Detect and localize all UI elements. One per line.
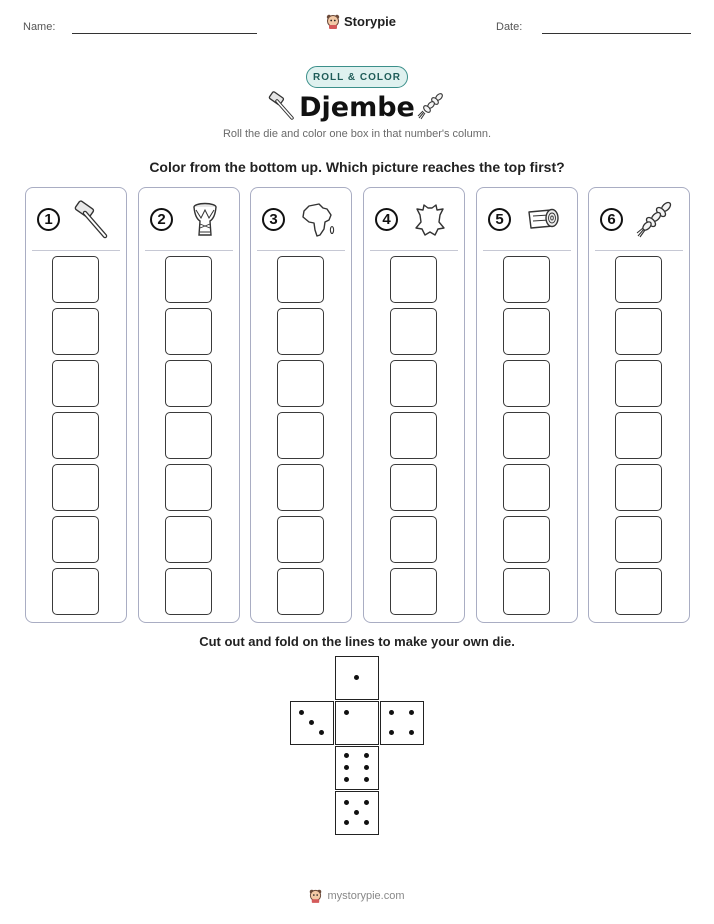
column-divider: [145, 250, 233, 251]
color-box[interactable]: [503, 568, 550, 615]
color-box[interactable]: [52, 568, 99, 615]
color-box[interactable]: [615, 360, 662, 407]
die-pip: [364, 765, 369, 770]
column-number: 6: [600, 208, 623, 231]
color-box[interactable]: [503, 256, 550, 303]
color-box[interactable]: [165, 568, 212, 615]
die-pip: [299, 710, 304, 715]
die-face-one: [335, 656, 379, 700]
color-box[interactable]: [165, 516, 212, 563]
column-number: 5: [488, 208, 511, 231]
die-pip: [364, 820, 369, 825]
column-divider: [595, 250, 683, 251]
column-number: 1: [37, 208, 60, 231]
color-box[interactable]: [390, 308, 437, 355]
die-pip: [344, 777, 349, 782]
date-line[interactable]: [542, 33, 691, 34]
die-pip: [344, 820, 349, 825]
column-divider: [483, 250, 571, 251]
color-box[interactable]: [390, 360, 437, 407]
color-box[interactable]: [277, 412, 324, 459]
animal-hide-icon: [408, 198, 452, 242]
die-pip: [319, 730, 324, 735]
color-box[interactable]: [503, 412, 550, 459]
die-pip: [344, 765, 349, 770]
die-net: [290, 656, 424, 836]
column-number: 4: [375, 208, 398, 231]
die-pip: [389, 730, 394, 735]
column-4: [363, 187, 465, 623]
color-box[interactable]: [277, 464, 324, 511]
die-pip: [354, 675, 359, 680]
color-box[interactable]: [615, 464, 662, 511]
color-box[interactable]: [503, 516, 550, 563]
name-line[interactable]: [72, 33, 257, 34]
cut-instruction: Cut out and fold on the lines to make your own die.: [199, 634, 515, 649]
footer-url[interactable]: mystorypie.com: [327, 889, 405, 902]
color-box[interactable]: [390, 464, 437, 511]
color-box[interactable]: [390, 568, 437, 615]
color-box[interactable]: [52, 516, 99, 563]
column-2: [138, 187, 240, 623]
color-box[interactable]: [615, 568, 662, 615]
die-pip: [364, 800, 369, 805]
die-face-five: [335, 791, 379, 835]
color-box[interactable]: [52, 308, 99, 355]
column-1: [25, 187, 127, 623]
storypie-logo: [326, 13, 396, 29]
die-pip: [364, 753, 369, 758]
die-pip: [309, 720, 314, 725]
date-label: Date:: [496, 21, 523, 33]
mallet-icon: [70, 198, 114, 242]
die-pip: [409, 710, 414, 715]
storypie-mascot-icon: [326, 13, 340, 29]
die-pip: [344, 800, 349, 805]
page-subtitle: Roll the die and color one box in that number's column.: [222, 128, 492, 140]
die-pip: [354, 810, 359, 815]
instruction-text: Color from the bottom up. Which picture reaches the top first?: [149, 159, 565, 175]
column-divider: [32, 250, 120, 251]
color-box[interactable]: [165, 360, 212, 407]
braided-rope-icon: [415, 90, 447, 122]
color-box[interactable]: [615, 256, 662, 303]
color-box[interactable]: [277, 516, 324, 563]
color-box[interactable]: [52, 464, 99, 511]
column-divider: [257, 250, 345, 251]
color-box[interactable]: [503, 360, 550, 407]
column-number: 3: [262, 208, 285, 231]
column-5: [476, 187, 578, 623]
color-box[interactable]: [52, 256, 99, 303]
page-title: Djembe: [299, 92, 415, 123]
die-pip: [409, 730, 414, 735]
die-pip: [364, 777, 369, 782]
braided-rope-icon: [633, 198, 677, 242]
color-box[interactable]: [390, 256, 437, 303]
color-box[interactable]: [165, 308, 212, 355]
color-box[interactable]: [52, 360, 99, 407]
storypie-mascot-icon: [309, 888, 322, 903]
roll-and-color-badge: ROLL & COLOR: [306, 66, 408, 88]
color-box[interactable]: [277, 360, 324, 407]
color-box[interactable]: [503, 464, 550, 511]
color-box[interactable]: [52, 412, 99, 459]
name-label: Name:: [23, 21, 56, 33]
color-box[interactable]: [277, 256, 324, 303]
color-box[interactable]: [615, 516, 662, 563]
column-divider: [370, 250, 458, 251]
color-box[interactable]: [277, 568, 324, 615]
die-face-four: [380, 701, 424, 745]
color-box[interactable]: [503, 308, 550, 355]
color-box[interactable]: [615, 308, 662, 355]
die-face-three: [290, 701, 334, 745]
die-pip: [344, 710, 349, 715]
die-face-six: [335, 746, 379, 790]
color-box[interactable]: [277, 308, 324, 355]
color-box[interactable]: [165, 256, 212, 303]
color-box[interactable]: [165, 464, 212, 511]
color-box[interactable]: [390, 516, 437, 563]
djembe-drum-icon: [183, 198, 227, 242]
color-box[interactable]: [390, 412, 437, 459]
die-pip: [344, 753, 349, 758]
column-3: [250, 187, 352, 623]
wood-log-icon: [521, 198, 565, 242]
die-face-one-center: [335, 701, 379, 745]
footer: [0, 888, 714, 903]
column-6: [588, 187, 690, 623]
color-box[interactable]: [615, 412, 662, 459]
color-box[interactable]: [165, 412, 212, 459]
die-pip: [389, 710, 394, 715]
logo-text: Storypie: [344, 13, 397, 29]
africa-map-icon: [295, 198, 339, 242]
column-number: 2: [150, 208, 173, 231]
